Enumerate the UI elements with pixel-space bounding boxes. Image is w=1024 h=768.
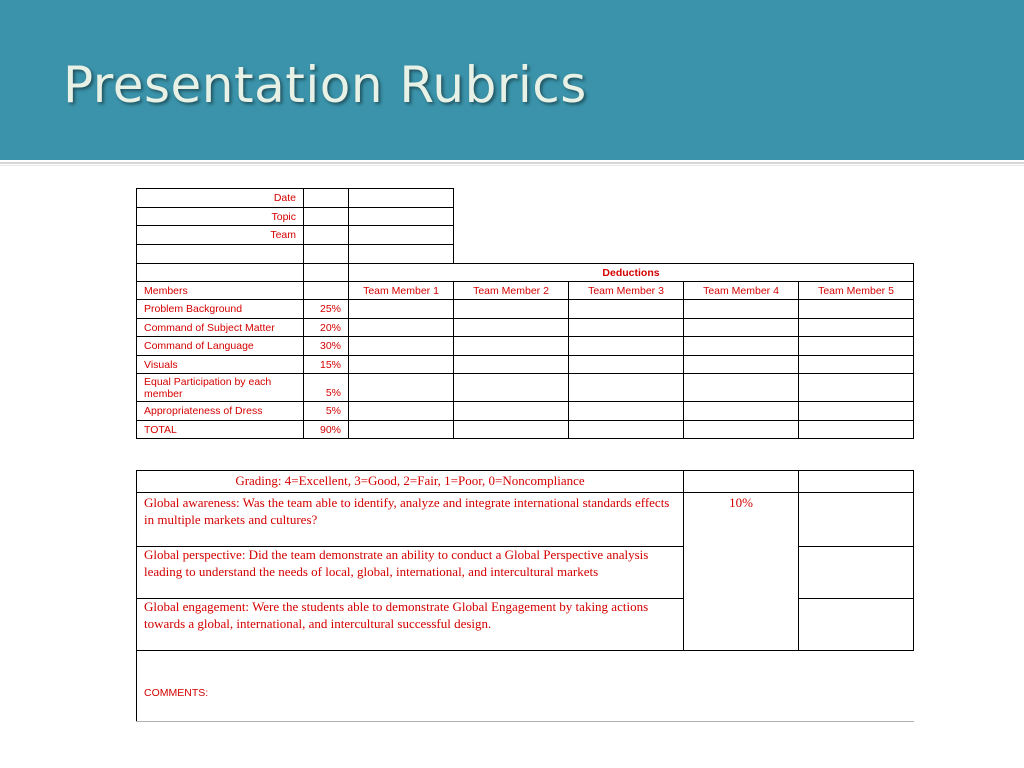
- score-cell[interactable]: [348, 401, 454, 421]
- score-cell[interactable]: [683, 355, 799, 374]
- global-score-cell[interactable]: [798, 546, 914, 599]
- slide-header: [0, 0, 1024, 160]
- criterion-weight: 30%: [303, 336, 349, 356]
- team-member-header: Team Member 3: [568, 281, 684, 300]
- score-cell[interactable]: [348, 299, 454, 319]
- total-label: TOTAL: [136, 420, 304, 439]
- date-value-cell: [348, 188, 454, 208]
- criterion-weight: 5%: [303, 373, 349, 402]
- members-label: Members: [136, 281, 304, 300]
- total-weight: 90%: [303, 420, 349, 439]
- topic-label: Topic: [136, 207, 304, 226]
- deductions-row-weight-blank: [303, 263, 349, 282]
- score-cell[interactable]: [453, 373, 569, 402]
- global-perspective-question: Global perspective: Did the team demonstrate an ability to conduct a Global Perspective analysis leading to understand the needs of local, global, international, and intercultural markets: [136, 546, 684, 599]
- blank-row-value: [348, 244, 454, 264]
- team-member-header: Team Member 5: [798, 281, 914, 300]
- total-cell[interactable]: [348, 420, 454, 439]
- header-divider: [0, 162, 1024, 164]
- score-cell[interactable]: [348, 318, 454, 337]
- score-cell[interactable]: [568, 318, 684, 337]
- criterion-name: Equal Participation by each member: [136, 373, 304, 402]
- team-member-header: Team Member 4: [683, 281, 799, 300]
- score-cell[interactable]: [568, 355, 684, 374]
- global-engagement-question: Global engagement: Were the students able to demonstrate Global Engagement by taking actions towards a global, international, and intercultural successful design.: [136, 598, 684, 651]
- criterion-name: Command of Subject Matter: [136, 318, 304, 337]
- deductions-row-blank: [136, 263, 304, 282]
- date-weight-cell: [303, 188, 349, 208]
- score-cell[interactable]: [683, 401, 799, 421]
- criterion-weight: 5%: [303, 401, 349, 421]
- total-cell[interactable]: [798, 420, 914, 439]
- criterion-weight: 20%: [303, 318, 349, 337]
- total-cell[interactable]: [453, 420, 569, 439]
- criterion-weight: 15%: [303, 355, 349, 374]
- grading-header-cell: [683, 470, 799, 493]
- score-cell[interactable]: [568, 373, 684, 402]
- global-weight: 10%: [683, 492, 799, 651]
- criterion-name: Appropriateness of Dress: [136, 401, 304, 421]
- deductions-header: Deductions: [348, 263, 914, 282]
- score-cell[interactable]: [683, 373, 799, 402]
- score-cell[interactable]: [348, 373, 454, 402]
- team-member-header: Team Member 2: [453, 281, 569, 300]
- score-cell[interactable]: [568, 401, 684, 421]
- criterion-weight: 25%: [303, 299, 349, 319]
- team-member-header: Team Member 1: [348, 281, 454, 300]
- score-cell[interactable]: [798, 336, 914, 356]
- topic-weight-cell: [303, 207, 349, 226]
- score-cell[interactable]: [798, 318, 914, 337]
- global-awareness-question: Global awareness: Was the team able to identify, analyze and integrate international standards effects in multiple markets and cultures?: [136, 492, 684, 547]
- score-cell[interactable]: [453, 401, 569, 421]
- total-cell[interactable]: [568, 420, 684, 439]
- score-cell[interactable]: [568, 336, 684, 356]
- slide-title: Presentation Rubrics: [63, 56, 587, 114]
- score-cell[interactable]: [568, 299, 684, 319]
- score-cell[interactable]: [348, 355, 454, 374]
- score-cell[interactable]: [683, 299, 799, 319]
- team-label: Team: [136, 225, 304, 245]
- blank-row-label: [136, 244, 304, 264]
- score-cell[interactable]: [453, 355, 569, 374]
- score-cell[interactable]: [453, 318, 569, 337]
- total-cell[interactable]: [683, 420, 799, 439]
- team-value-cell: [348, 225, 454, 245]
- grading-header-cell: [798, 470, 914, 493]
- score-cell[interactable]: [798, 355, 914, 374]
- score-cell[interactable]: [683, 318, 799, 337]
- comments-bottom-border: [136, 721, 914, 722]
- score-cell[interactable]: [453, 336, 569, 356]
- score-cell[interactable]: [798, 299, 914, 319]
- score-cell[interactable]: [683, 336, 799, 356]
- header-divider-thin: [0, 165, 1024, 166]
- global-score-cell[interactable]: [798, 492, 914, 547]
- members-weight-blank: [303, 281, 349, 300]
- comments-label: COMMENTS:: [144, 687, 209, 699]
- score-cell[interactable]: [453, 299, 569, 319]
- criterion-name: Visuals: [136, 355, 304, 374]
- grading-scale: Grading: 4=Excellent, 3=Good, 2=Fair, 1=Poor, 0=Noncompliance: [136, 470, 684, 493]
- topic-value-cell: [348, 207, 454, 226]
- score-cell[interactable]: [348, 336, 454, 356]
- comments-area[interactable]: [137, 650, 914, 721]
- criterion-name: Problem Background: [136, 299, 304, 319]
- date-label: Date: [136, 188, 304, 208]
- blank-row-weight: [303, 244, 349, 264]
- score-cell[interactable]: [798, 373, 914, 402]
- global-score-cell[interactable]: [798, 598, 914, 651]
- team-weight-cell: [303, 225, 349, 245]
- score-cell[interactable]: [798, 401, 914, 421]
- criterion-name: Command of Language: [136, 336, 304, 356]
